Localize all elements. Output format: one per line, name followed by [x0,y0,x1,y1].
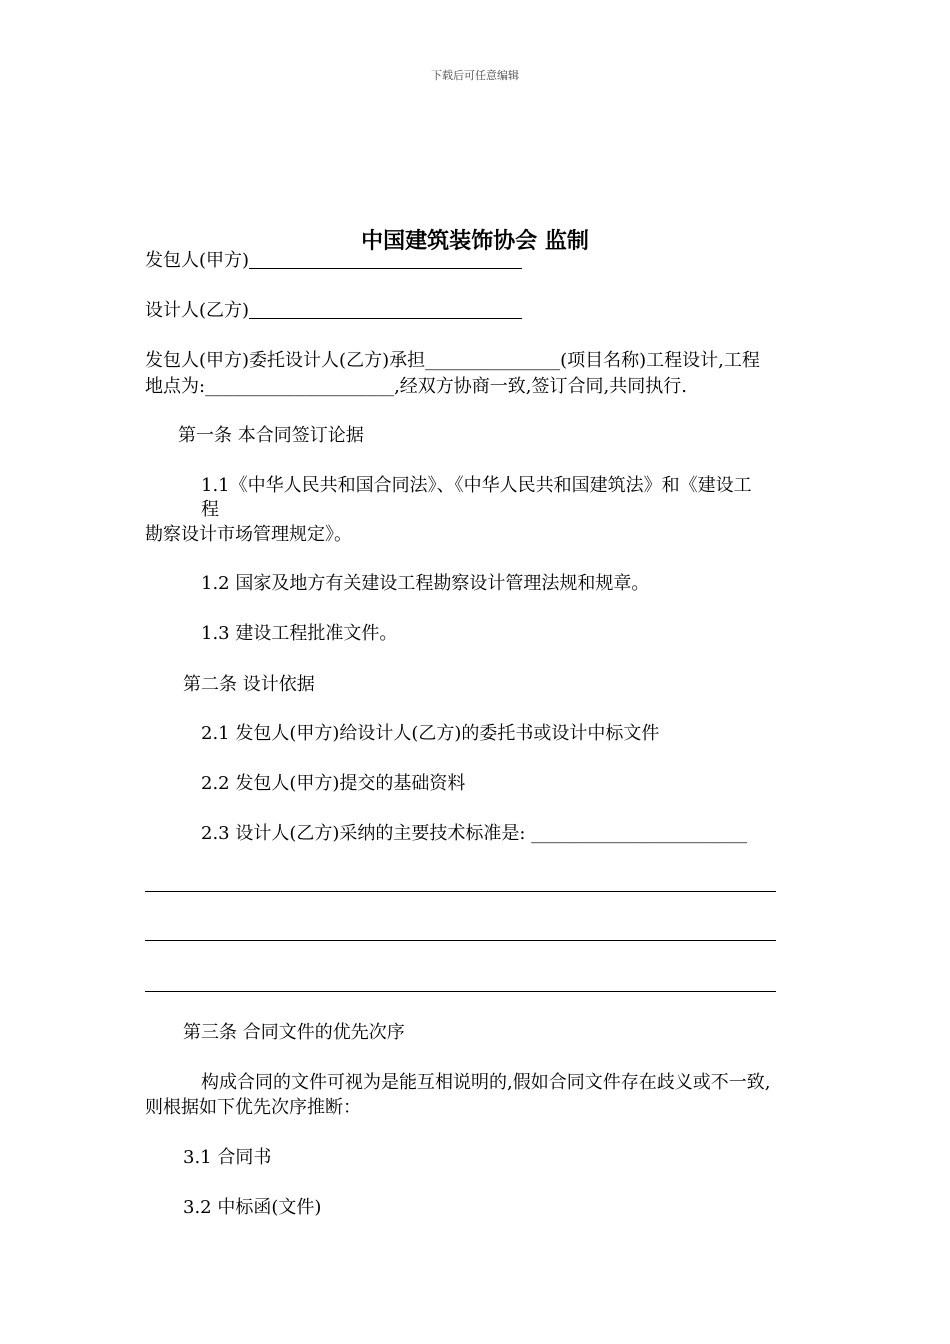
document-title: 中国建筑装饰协会 监制 [361,229,589,254]
page-header: 下载后可任意编辑 [431,69,519,82]
fill-in-line[interactable] [145,891,776,892]
article-1-item-2: 1.2 国家及地方有关建设工程勘察设计管理法规和规章。 [201,573,650,594]
designer-party-line [145,298,522,324]
article-2-heading: 第二条 设计依据 [183,674,315,695]
article-2-item-2: 2.2 发包人(甲方)提交的基础资料 [201,773,466,794]
article-1-item-3: 1.3 建设工程批准文件。 [201,623,398,644]
article-1-item-1-line-3: 勘察设计市场管理规定》。 [145,524,352,545]
location-blank[interactable]: _____________________ [205,376,395,397]
fill-in-line[interactable] [145,940,776,941]
article-3-paragraph-line-1: 构成合同的文件可视为是能互相说明的,假如合同文件存在歧义或不一致, [201,1072,771,1093]
intro-text: ,经双方协商一致,签订合同,共同执行. [394,376,687,397]
article-2-item-3: 2.3 设计人(乙方)采纳的主要技术标准是: ________________________ [201,823,748,844]
intro-text: 地点为: [145,376,206,397]
article-3-item-2: 3.2 中标函(文件) [183,1197,322,1218]
intro-line-1 [145,348,760,374]
article-1-item-1-line-1: 1.1《中华人民共和国合同法》、《中华人民共和国建筑法》和《建设工 [201,475,752,496]
project-name-blank[interactable]: _______________ [425,350,561,371]
article-3-paragraph-line-2: 则根据如下优先次序推断： [145,1097,361,1118]
intro-text: 发包人(甲方)委托设计人(乙方)承担 [145,350,426,371]
designer-name-blank[interactable] [249,300,522,319]
fill-in-line[interactable] [145,991,776,992]
article-3-item-1: 3.1 合同书 [183,1147,272,1168]
article-1-heading: 第一条 本合同签订论据 [178,425,364,446]
article-2-item-1: 2.1 发包人(甲方)给设计人(乙方)的委托书或设计中标文件 [201,723,660,744]
client-label: 发包人(甲方) [145,250,250,271]
article-1-item-1-line-2: 程 [201,499,219,520]
intro-text: (项目名称)工程设计,工程 [560,350,760,371]
client-name-blank[interactable] [249,250,522,269]
article-3-heading: 第三条 合同文件的优先次序 [183,1022,405,1043]
designer-label: 设计人(乙方) [145,300,250,321]
intro-line-2 [145,374,687,400]
client-party-line [145,248,522,274]
